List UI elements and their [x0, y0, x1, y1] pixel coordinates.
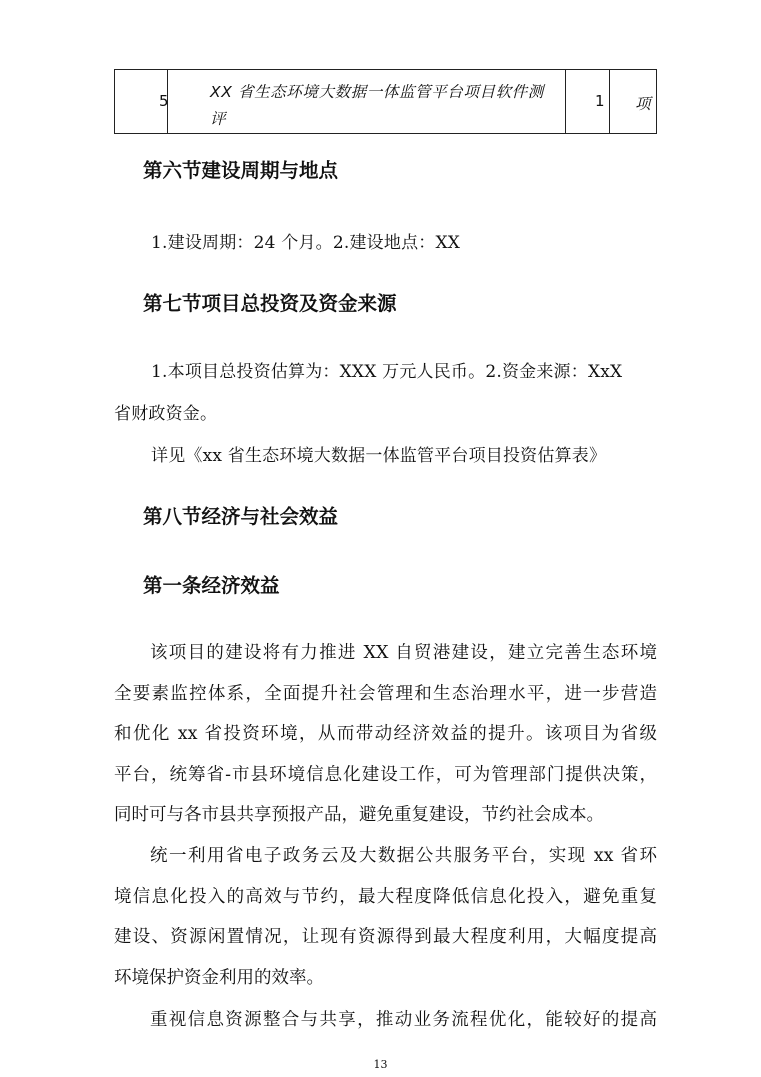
paragraph-line: 该项目的建设将有力推进 XX 自贸港建设，建立完善生态环境 — [150, 643, 657, 663]
paragraph-line: 全要素监控体系，全面提升社会管理和生态治理水平，进一步营造 — [114, 683, 657, 704]
row-item-name-line1: XX 省生态环境大数据一体监管平台项目软件测 — [210, 83, 544, 101]
row-quantity: 1 — [595, 92, 605, 110]
budget-table-row — [114, 69, 657, 134]
paragraph-line: 建设、资源闲置情况，让现有资源得到最大程度利用，大幅度提高 — [114, 927, 657, 947]
paragraph-line: 同时可与各市县共享预报产品，避免重复建设，节约社会成本。 — [114, 805, 604, 825]
table-divider — [565, 70, 566, 133]
paragraph-line: 和优化 xx 省投资环境，从而带动经济效益的提升。该项目为省级 — [114, 724, 657, 744]
paragraph-line: 统一利用省电子政务云及大数据公共服务平台，实现 xx 省环 — [150, 846, 657, 866]
section7-line3: 详见《xx 省生态环境大数据一体监管平台项目投资估算表》 — [151, 446, 607, 466]
row-item-name-line2: 评 — [210, 110, 227, 128]
paragraph-line: 平台，统筹省-市县环境信息化建设工作，可为管理部门提供决策， — [114, 764, 657, 785]
paragraph-1 — [114, 633, 657, 836]
row-item-name — [210, 79, 562, 133]
section7-line2: 省财政资金。 — [114, 404, 218, 424]
paragraph-3 — [114, 1000, 657, 1041]
paragraph-line: 重视信息资源整合与共享，推动业务流程优化，能较好的提高 — [150, 1010, 657, 1030]
table-divider — [609, 70, 610, 133]
paragraph-2 — [114, 836, 657, 998]
subsection-economic-heading: 第一条经济效益 — [143, 574, 280, 597]
section6-heading: 第六节建设周期与地点 — [143, 159, 339, 182]
section6-text: 1.建设周期：24 个月。2.建设地点：XX — [151, 233, 461, 253]
section7-line1: 1.本项目总投资估算为：XXX 万元人民币。2.资金来源：XxX — [151, 362, 623, 382]
paragraph-line: 境信息化投入的高效与节约，最大程度降低信息化投入，避免重复 — [114, 886, 657, 907]
section7-heading: 第七节项目总投资及资金来源 — [143, 292, 397, 315]
section8-heading: 第八节经济与社会效益 — [143, 505, 339, 528]
page-number: 13 — [373, 1058, 388, 1071]
row-number: 5 — [159, 92, 169, 110]
paragraph-line: 环境保护资金利用的效率。 — [114, 967, 324, 988]
row-unit: 项 — [635, 95, 651, 113]
